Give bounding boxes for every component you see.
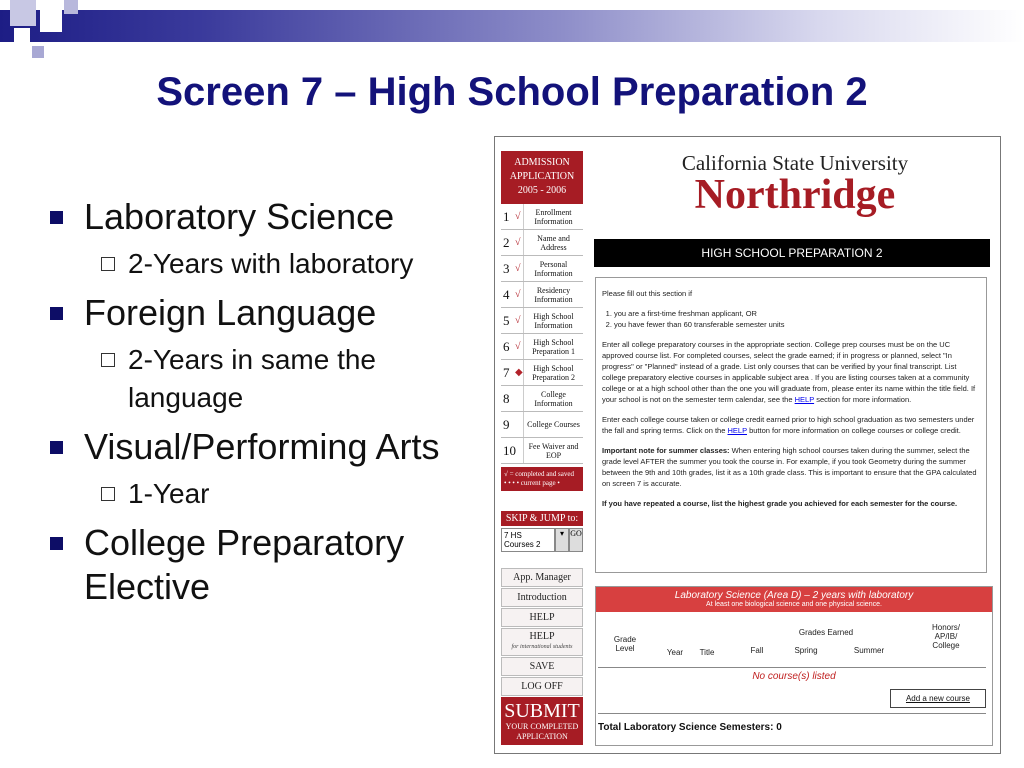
step-label: College Courses [523, 412, 583, 437]
badge-line: ADMISSION [514, 157, 570, 168]
empty-course-message: No course(s) listed [752, 671, 836, 682]
col-grade-level: Grade Level [613, 635, 637, 653]
step-number: 9 [503, 417, 510, 432]
step-number: 6 [503, 339, 510, 354]
note-text: When entering high school courses taken during the summer, select the grade level AFTER the summer you took the course in. For example, if you took Geometry during the summer between the 9th and 10th grades, list it as a 10th grade class. This is important to ensure that the GPA calculated on screen 7 is accurate. [602, 446, 977, 488]
lab-science-section [595, 586, 993, 746]
square-bullet-icon [50, 307, 63, 320]
repeat-note [602, 498, 980, 509]
help-intl-sub: for international students [511, 644, 573, 650]
legend-line: √ = completed and saved [504, 470, 574, 478]
deco-square [10, 0, 36, 26]
submit-label: SUBMIT [504, 700, 580, 722]
instructions-paragraph [602, 414, 980, 436]
deco-square [14, 28, 30, 44]
square-bullet-icon [50, 537, 63, 550]
lab-total: Total Laboratory Science Semesters: 0 [598, 722, 782, 733]
instructions-intro: Please fill out this section if [602, 289, 693, 298]
add-course-button[interactable]: Add a new course [890, 689, 986, 708]
col-fall: Fall [750, 646, 764, 655]
app-manager-link[interactable]: App. Manager [501, 568, 583, 587]
step-number: 3 [503, 261, 510, 276]
bullet-item [46, 521, 486, 609]
bullet-item [46, 291, 486, 335]
header-divider [598, 667, 986, 668]
step-label: Residency Information [523, 282, 583, 307]
checkmark-icon: √ [515, 315, 521, 326]
instructions-paragraph [602, 339, 980, 405]
step-number: 4 [503, 287, 510, 302]
paragraph-text: button for more information on college courses or college credit. [749, 426, 961, 435]
bullet-text: Foreign Language [84, 292, 377, 333]
chevron-down-icon[interactable]: ▾ [555, 528, 569, 552]
condition-list [614, 308, 980, 330]
footer-divider [598, 713, 986, 714]
help-link[interactable]: HELP [501, 608, 583, 627]
instructions-box [595, 277, 987, 573]
lab-subtitle: At least one biological science and one physical science. [706, 601, 882, 608]
bullet-text: Visual/Performing Arts [84, 426, 440, 467]
step-label: Personal Information [523, 256, 583, 281]
step-list [501, 204, 583, 464]
step-item[interactable] [501, 308, 583, 334]
submit-subtext: APPLICATION [516, 732, 568, 741]
step-label: High School Preparation 1 [523, 334, 583, 359]
sub-bullet-item [46, 475, 486, 513]
lab-title: Laboratory Science (Area D) – 2 years with laboratory [674, 590, 914, 601]
step-label: College Information [523, 386, 583, 411]
col-grades-earned: Grades Earned [798, 628, 854, 637]
bullet-list [46, 195, 486, 615]
sub-bullet-item [46, 245, 486, 283]
step-status [515, 412, 523, 437]
checkmark-icon: √ [515, 289, 521, 300]
step-number: 8 [503, 391, 510, 406]
step-item[interactable] [501, 360, 583, 386]
bullet-item [46, 195, 486, 239]
hollow-square-bullet-icon [101, 487, 115, 501]
page-header: HIGH SCHOOL PREPARATION 2 [594, 239, 990, 267]
col-spring: Spring [794, 646, 818, 655]
sub-bullet-item [46, 341, 486, 417]
condition-item: 1. you are a first-time freshman applicant, OR [614, 308, 980, 319]
note-heading: Important note for summer classes: [602, 446, 730, 455]
step-number: 7 [503, 365, 510, 380]
slide-title: Screen 7 – High School Preparation 2 [156, 70, 868, 114]
checkmark-icon: √ [515, 237, 521, 248]
csun-logo-wordmark: Northridge [694, 172, 896, 218]
legend-line: • • • • current page • [504, 479, 560, 487]
bullet-item [46, 425, 486, 469]
step-item[interactable] [501, 204, 583, 230]
admission-badge [501, 151, 583, 204]
step-item[interactable] [501, 230, 583, 256]
step-item[interactable] [501, 386, 583, 412]
paragraph-text: section for more information. [816, 395, 912, 404]
step-number: 2 [503, 235, 510, 250]
checkmark-icon: √ [515, 263, 521, 274]
step-number: 1 [503, 209, 510, 224]
badge-line: 2005 - 2006 [517, 185, 567, 196]
bullet-text: Laboratory Science [84, 196, 395, 237]
step-label: High School Information [523, 308, 583, 333]
help-inline-link[interactable]: HELP [727, 426, 747, 435]
logoff-button[interactable]: LOG OFF [501, 677, 583, 696]
repeat-text: If you have repeated a course, list the highest grade you achieved for each semester for the course. [602, 499, 958, 508]
step-status [515, 438, 523, 463]
sub-bullet-text: 1-Year [128, 478, 210, 509]
submit-button[interactable] [501, 697, 583, 745]
step-item[interactable] [501, 412, 583, 438]
square-bullet-icon [50, 211, 63, 224]
legend [501, 467, 583, 491]
deco-square [32, 46, 44, 58]
hollow-square-bullet-icon [101, 257, 115, 271]
step-status [515, 386, 523, 411]
step-item[interactable] [501, 334, 583, 360]
submit-subtext: YOUR COMPLETED [505, 722, 579, 731]
step-label: High School Preparation 2 [523, 360, 583, 385]
title-gradient-bar [0, 10, 1024, 42]
help-intl-label: HELP [529, 631, 555, 642]
introduction-link[interactable]: Introduction [501, 588, 583, 607]
skip-jump-select[interactable]: 7 HS Courses 2 [501, 528, 555, 552]
checkmark-icon: √ [515, 211, 521, 222]
step-item[interactable] [501, 256, 583, 282]
condition-item: 2. you have fewer than 60 transferable semester units [614, 319, 980, 330]
help-international-link[interactable] [501, 628, 583, 656]
square-bullet-icon [50, 441, 63, 454]
app-sidebar [501, 151, 583, 745]
step-label: Fee Waiver and EOP [523, 438, 583, 463]
summer-note [602, 445, 980, 489]
badge-line: APPLICATION [509, 171, 575, 182]
col-title: Title [699, 648, 715, 657]
step-number: 5 [503, 313, 510, 328]
skip-jump-control [501, 528, 583, 552]
lab-section-header [596, 587, 992, 612]
step-item[interactable] [501, 438, 583, 464]
hollow-square-bullet-icon [101, 353, 115, 367]
col-honors: Honors/ AP/IB/ College [931, 623, 960, 650]
app-nav [501, 568, 583, 745]
deco-square [64, 0, 78, 14]
skip-jump-label: SKIP & JUMP to: [501, 511, 583, 526]
step-status: ◆ [515, 367, 523, 378]
csun-logo-top: California State University [681, 151, 909, 175]
save-button[interactable]: SAVE [501, 657, 583, 676]
col-year: Year [666, 648, 684, 657]
step-label: Enrollment Information [523, 204, 583, 229]
step-number: 10 [503, 443, 516, 458]
step-label: Name and Address [523, 230, 583, 255]
application-screenshot [494, 136, 1001, 754]
sub-bullet-text: 2-Years with laboratory [128, 248, 414, 279]
go-button[interactable]: GO [569, 528, 583, 552]
deco-square [40, 10, 62, 32]
sub-bullet-text: 2-Years in same the language [128, 344, 376, 413]
paragraph-text: Enter each college course taken or college credit earned prior to high school graduation as two semesters under the fall and spring terms. Click on the [602, 415, 975, 435]
help-inline-link[interactable]: HELP [794, 395, 815, 404]
paragraph-text: Enter all college preparatory courses in the appropriate section. College prep courses must be on the UC approved course list. For completed courses, select the grade earned; if in progress or planned, select "In progress" or "Planned" instead of a grade. List only courses that can be verified by your final transcript. List college preparatory elective courses in applicable subject area . If you are listing courses taken at a community college or at a high school other than the one you will graduate from, please enter its name within the title field. If your school is not on the semester term calendar, see the [602, 340, 976, 404]
bullet-text: College Preparatory Elective [84, 522, 405, 607]
col-summer: Summer [853, 646, 885, 655]
step-item[interactable] [501, 282, 583, 308]
checkmark-icon: √ [515, 341, 521, 352]
